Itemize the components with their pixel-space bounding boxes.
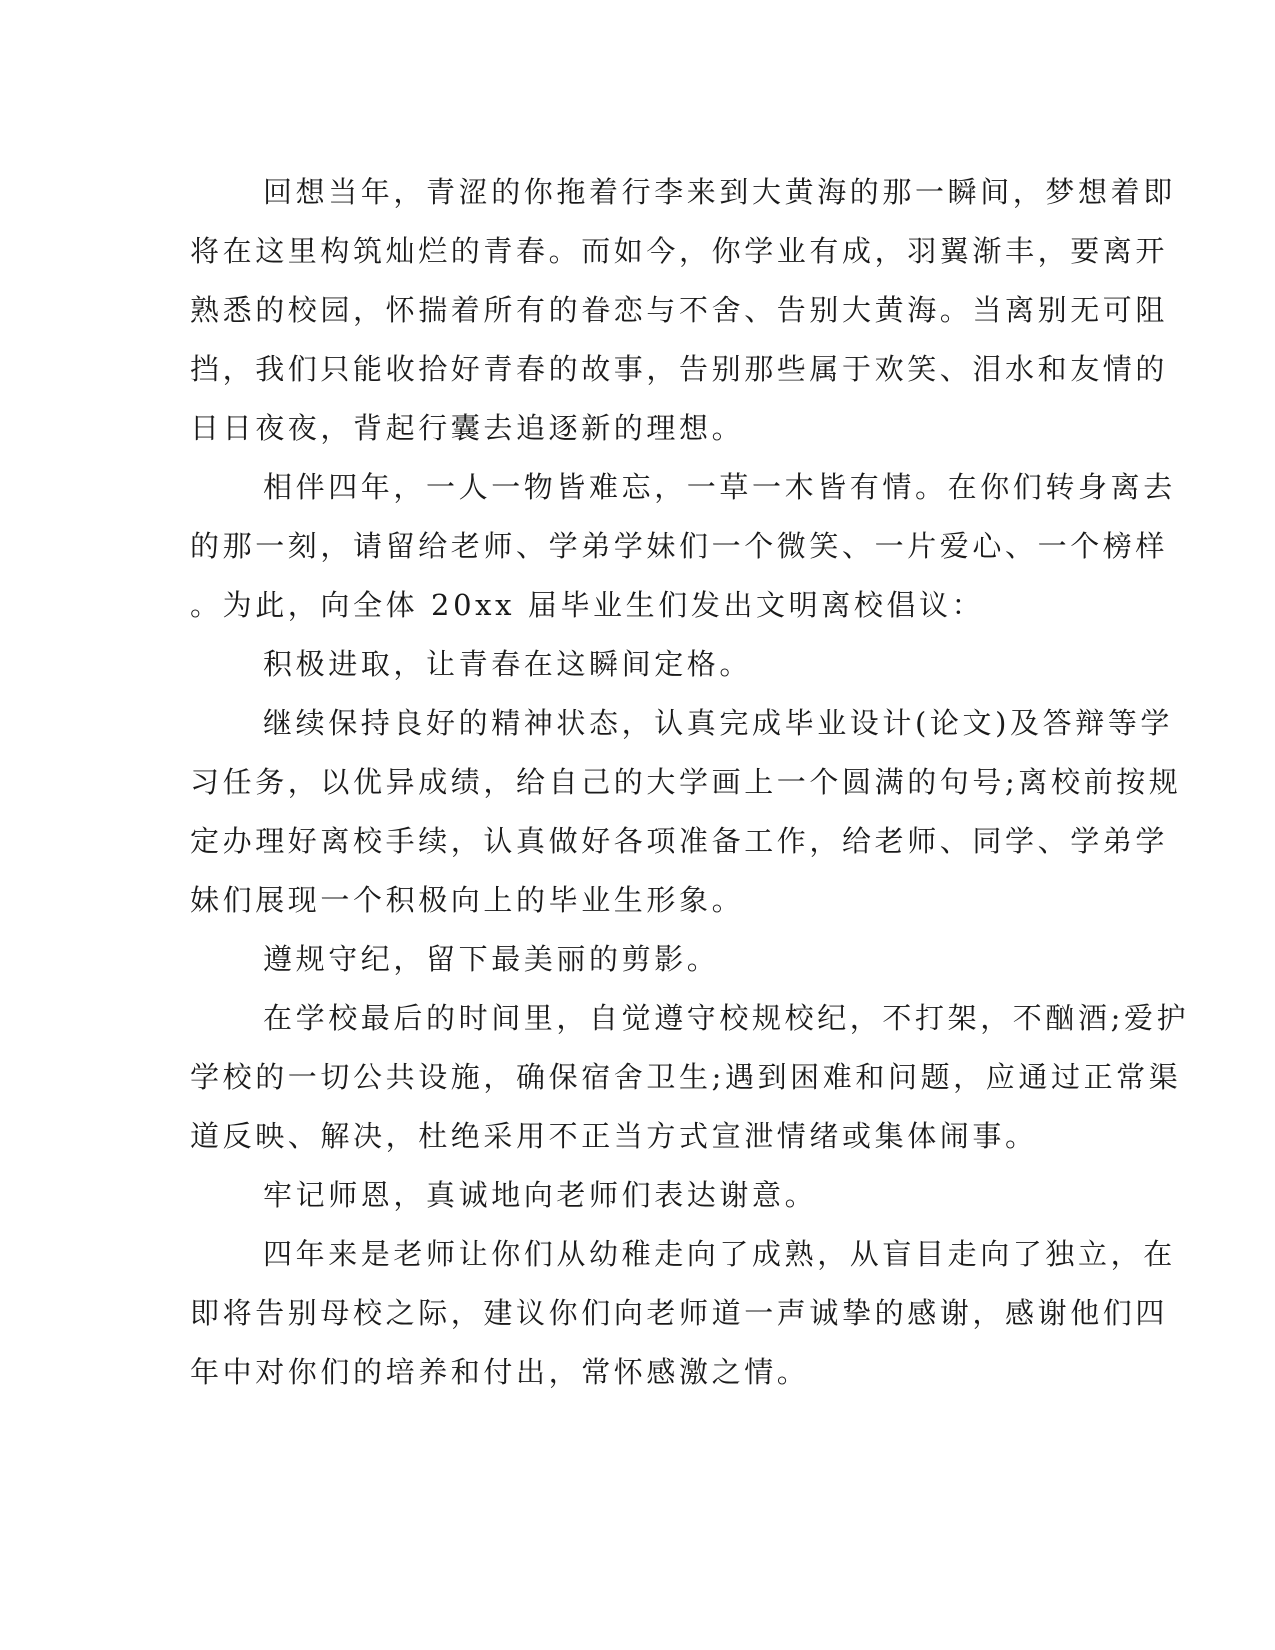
text-line: 即将告别母校之际，建议你们向老师道一声诚挚的感谢，感谢他们四 (190, 1296, 1169, 1330)
text-line: 相伴四年，一人一物皆难忘，一草一木皆有情。在你们转身离去 (263, 470, 1176, 504)
text-line: 。为此，向全体 20xx 届毕业生们发出文明离校倡议： (190, 588, 985, 622)
text-line: 定办理好离校手续，认真做好各项准备工作，给老师、同学、学弟学 (190, 824, 1169, 858)
text-line: 学校的一切公共设施，确保宿舍卫生;遇到困难和问题，应通过正常渠 (190, 1060, 1182, 1094)
text-line: 回想当年，青涩的你拖着行李来到大黄海的那一瞬间，梦想着即 (263, 175, 1176, 209)
text-line: 道反映、解决，杜绝采用不正当方式宣泄情绪或集体闹事。 (190, 1119, 1038, 1153)
text-line: 的那一刻，请留给老师、学弟学妹们一个微笑、一片爱心、一个榜样 (190, 529, 1169, 563)
section-heading: 积极进取，让青春在这瞬间定格。 (263, 647, 753, 681)
text-line: 在学校最后的时间里，自觉遵守校规校纪，不打架，不酗酒;爱护 (263, 1001, 1190, 1035)
text-line: 继续保持良好的精神状态，认真完成毕业设计(论文)及答辩等学 (263, 706, 1174, 740)
text-line: 将在这里构筑灿烂的青春。而如今，你学业有成，羽翼渐丰，要离开 (190, 234, 1169, 268)
text-line: 四年来是老师让你们从幼稚走向了成熟，从盲目走向了独立，在 (263, 1237, 1176, 1271)
text-line: 挡，我们只能收拾好青春的故事，告别那些属于欢笑、泪水和友情的 (190, 352, 1169, 386)
document-body (190, 163, 1190, 1402)
section-heading: 牢记师恩，真诚地向老师们表达谢意。 (263, 1178, 818, 1212)
text-line: 习任务，以优异成绩，给自己的大学画上一个圆满的句号;离校前按规 (190, 765, 1182, 799)
section-heading: 遵规守纪，留下最美丽的剪影。 (263, 942, 720, 976)
text-line: 妹们展现一个积极向上的毕业生形象。 (190, 883, 745, 917)
text-line: 日日夜夜，背起行囊去追逐新的理想。 (190, 411, 745, 445)
text-line: 年中对你们的培养和付出，常怀感激之情。 (190, 1355, 810, 1389)
text-line: 熟悉的校园，怀揣着所有的眷恋与不舍、告别大黄海。当离别无可阻 (190, 293, 1169, 327)
